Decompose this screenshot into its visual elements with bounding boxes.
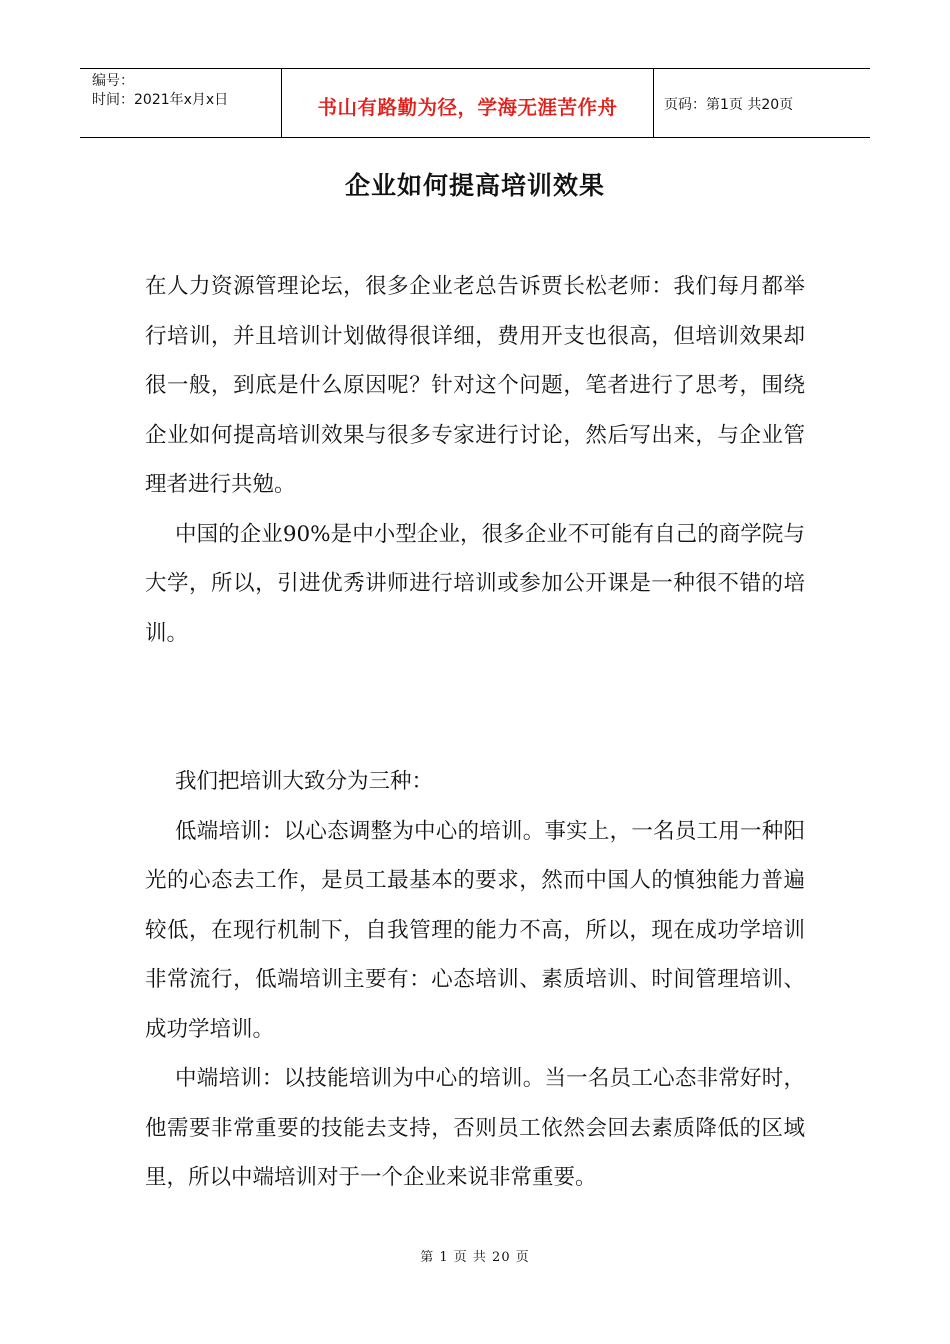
header-page-info: 页码：第1页 共20页 [664,97,794,113]
blank-gap [145,658,805,757]
document-title: 企业如何提高培训效果 [344,171,605,200]
header-motto: 书山有路勤为径，学海无涯苦作舟 [282,69,654,137]
document-date-label: 时间：2021年x月x日 [92,92,229,108]
paragraph-sme: 中国的企业90%是中小型企业，很多企业不可能有自己的商学院与大学，所以，引进优秀讲师进行培训或参加公开课是一种很不错的培训。 [145,521,805,646]
header-left-cell [80,69,282,137]
paragraph-intro: 在人力资源管理论坛，很多企业老总告诉贾长松老师：我们每月都举行培训，并且培训计划做得很详细，费用开支也很高，但培训效果却很一般，到底是什么原因呢？针对这个问题，笔者进行了思考，围绕企业如何提高培训效果与很多专家进行讨论，然后写出来，与企业管理者进行共勉。 [145,274,805,497]
document-body [145,262,805,1203]
document-number-label: 编号： [92,73,134,89]
page-footer: 第 1 页 共 20 页 [420,1250,530,1265]
paragraph-mid-end: 中端培训：以技能培训为中心的培训。当一名员工心态非常好时，他需要非常重要的技能去支持，否则员工依然会回去素质降低的区域里，所以中端培训对于一个企业来说非常重要。 [145,1066,805,1190]
paragraph-low-end: 低端培训：以心态调整为中心的培训。事实上，一名员工用一种阳光的心态去工作，是员工最基本的要求，然而中国人的慎独能力普遍较低，在现行机制下，自我管理的能力不高，所以，现在成功学培训非常流行，低端培训主要有：心态培训、素质培训、时间管理培训、成功学培训。 [145,818,805,1042]
header-table [80,68,870,138]
paragraph-three-types: 我们把培训大致分为三种： [175,769,434,794]
